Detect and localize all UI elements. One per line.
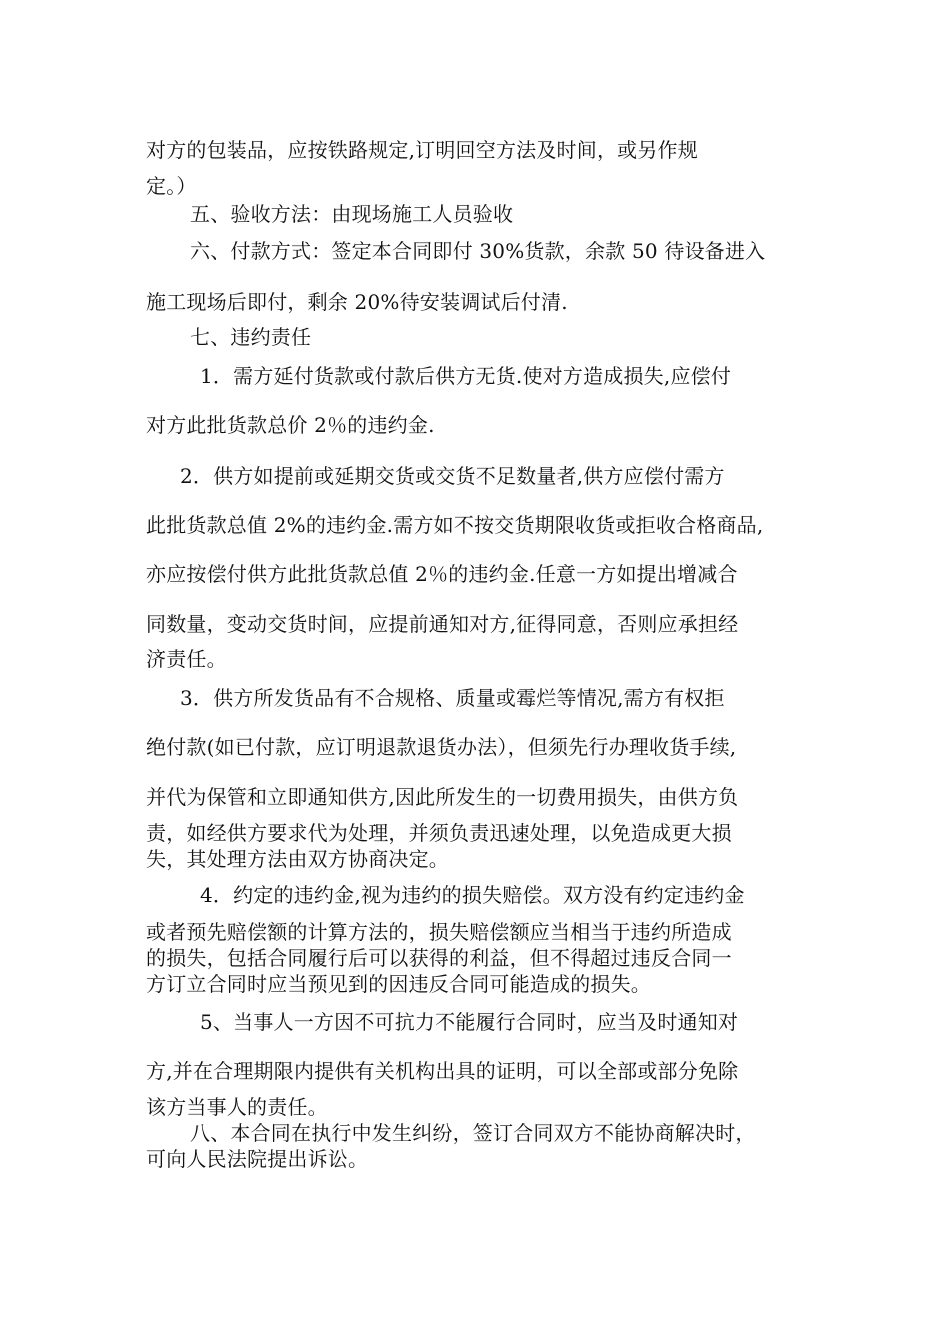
section-heading: 七、违约责任 <box>190 325 312 349</box>
text-line: 定。） <box>146 174 197 198</box>
text-line: 对方的包装品，应按铁路规定,订明回空方法及时间，或另作规 <box>146 138 698 162</box>
text-line: 方订立合同时应当预见到的因违反合同可能造成的损失。 <box>146 972 651 996</box>
text-line: 的损失，包括合同履行后可以获得的利益，但不得超过违反合同一 <box>146 946 732 970</box>
clause-item: 5、当事人一方因不可抗力不能履行合同时，应当及时通知对 <box>200 1010 739 1034</box>
text-line: 或者预先赔偿额的计算方法的，损失赔偿额应当相当于违约所造成 <box>146 920 732 944</box>
clause-item: 3．供方所发货品有不合规格、质量或霉烂等情况,需方有权拒 <box>180 686 725 710</box>
text-line: 同数量，变动交货时间，应提前通知对方,征得同意，否则应承担经 <box>146 612 739 636</box>
text-line: 该方当事人的责任。 <box>146 1095 328 1119</box>
section-heading: 六、付款方式：签定本合同即付 30%货款，余款 50 待设备进入 <box>190 239 766 263</box>
clause-item: 4．约定的违约金,视为违约的损失赔偿。双方没有约定违约金 <box>200 883 745 907</box>
section-heading: 五、验收方法：由现场施工人员验收 <box>190 202 514 226</box>
text-line: 并代为保管和立即通知供方,因此所发生的一切费用损失，由供方负 <box>146 785 739 809</box>
text-line: 济责任。 <box>146 647 227 671</box>
text-line: 责，如经供方要求代为处理，并须负责迅速处理，以免造成更大损 <box>146 821 732 845</box>
text-line: 绝付款(如已付款，应订明退款退货办法），但须先行办理收货手续, <box>146 735 737 759</box>
text-line: 施工现场后即付，剩余 20%待安装调试后付清. <box>146 290 568 314</box>
text-line: 对方此批货款总价 2％的违约金. <box>146 413 435 437</box>
text-line: 可向人民法院提出诉讼。 <box>146 1147 369 1171</box>
section-heading: 八、本合同在执行中发生纠纷，签订合同双方不能协商解决时， <box>190 1121 756 1145</box>
clause-item: 1．需方延付货款或付款后供方无货.使对方造成损失,应偿付 <box>200 364 732 388</box>
text-line: 此批货款总值 2%的违约金.需方如不按交货期限收货或拒收合格商品, <box>146 513 764 537</box>
text-line: 亦应按偿付供方此批货款总值 2％的违约金.任意一方如提出增减合 <box>146 562 738 586</box>
text-line: 方,并在合理期限内提供有关机构出具的证明，可以全部或部分免除 <box>146 1059 739 1083</box>
text-line: 失，其处理方法由双方协商决定。 <box>146 847 449 871</box>
clause-item: 2．供方如提前或延期交货或交货不足数量者,供方应偿付需方 <box>180 464 725 488</box>
